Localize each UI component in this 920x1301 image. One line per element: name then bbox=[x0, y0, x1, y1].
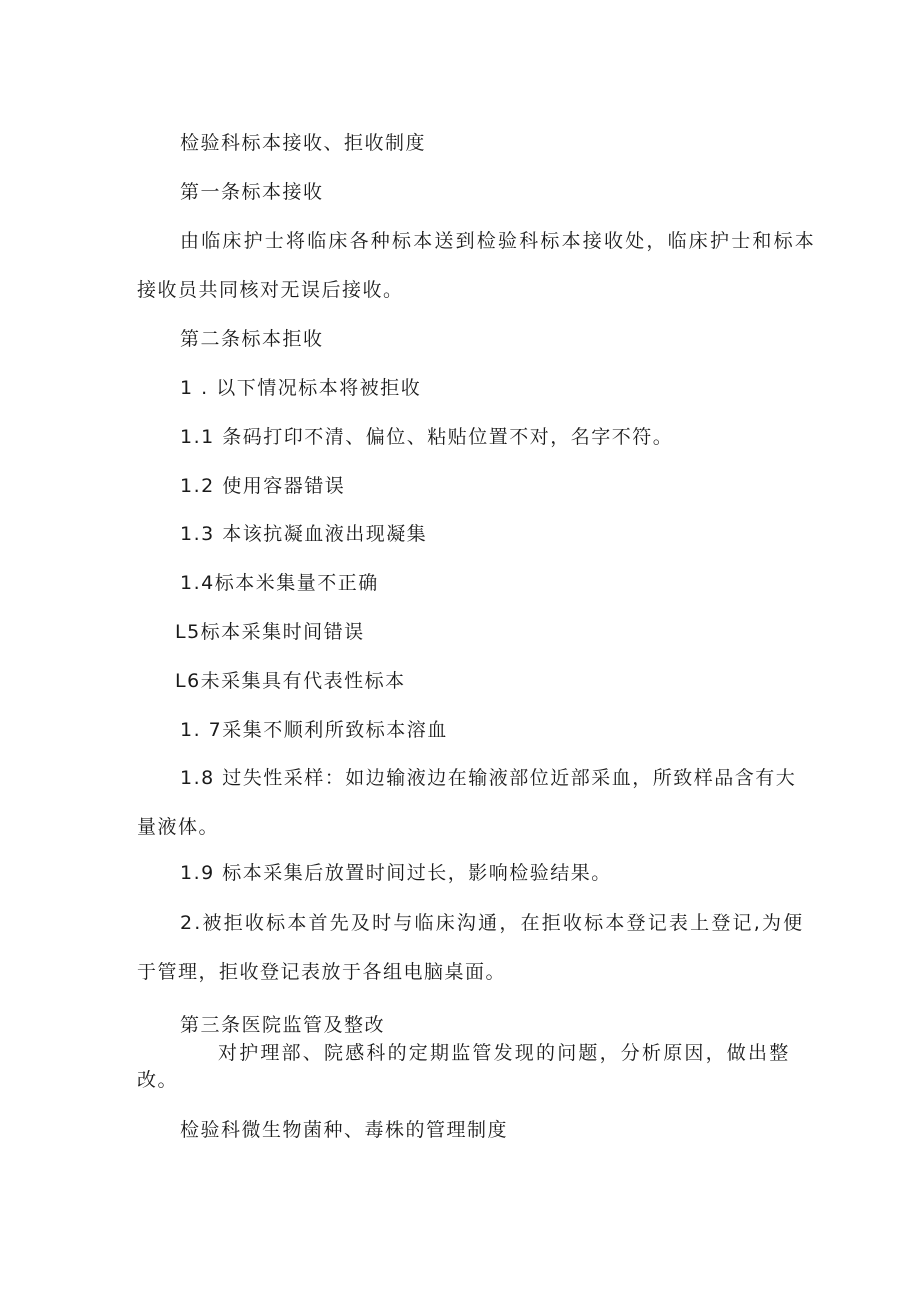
list-item: L5标本采集时间错误 bbox=[175, 621, 365, 643]
paragraph-line: 由临床护士将临床各种标本送到检验科标本接收处，临床护士和标本 bbox=[180, 230, 817, 252]
paragraph-line: 对护理部、院感科的定期监管发现的问题，分析原因，做出整 bbox=[218, 1042, 791, 1064]
section-heading: 检验科标本接收、拒收制度 bbox=[180, 132, 427, 154]
section-heading: 检验科微生物菌种、毒株的管理制度 bbox=[180, 1119, 509, 1141]
list-item: 1.4标本米集量不正确 bbox=[180, 572, 379, 594]
list-item: 1 . 以下情况标本将被拒收 bbox=[180, 377, 422, 399]
list-item: 1.8 过失性采样：如边输液边在输液部位近部采血，所致样品含有大 bbox=[180, 767, 797, 789]
paragraph-line: 于管理，拒收登记表放于各组电脑桌面。 bbox=[137, 961, 507, 983]
list-item: 1. 7采集不顺利所致标本溶血 bbox=[180, 719, 448, 741]
paragraph-line: 接收员共同核对无误后接收。 bbox=[137, 279, 404, 301]
list-item: L6未采集具有代表性标本 bbox=[175, 670, 406, 692]
list-item: 2.被拒收标本首先及时与临床沟通，在拒收标本登记表上登记,为便 bbox=[180, 912, 805, 934]
paragraph-line: 量液体。 bbox=[137, 816, 220, 838]
list-item: 1.3 本该抗凝血液出现凝集 bbox=[180, 523, 428, 545]
list-item: 1.9 标本采集后放置时间过长，影响检验结果。 bbox=[180, 862, 612, 884]
list-item: 1.1 条码打印不清、偏位、粘贴位置不对，名字不符。 bbox=[180, 426, 674, 448]
list-item: 1.2 使用容器错误 bbox=[180, 475, 346, 497]
article-title: 第三条医院监管及整改 bbox=[180, 1014, 386, 1036]
article-title: 第二条标本拒收 bbox=[180, 328, 324, 350]
paragraph-line: 改。 bbox=[137, 1069, 179, 1091]
article-title: 第一条标本接收 bbox=[180, 181, 324, 203]
